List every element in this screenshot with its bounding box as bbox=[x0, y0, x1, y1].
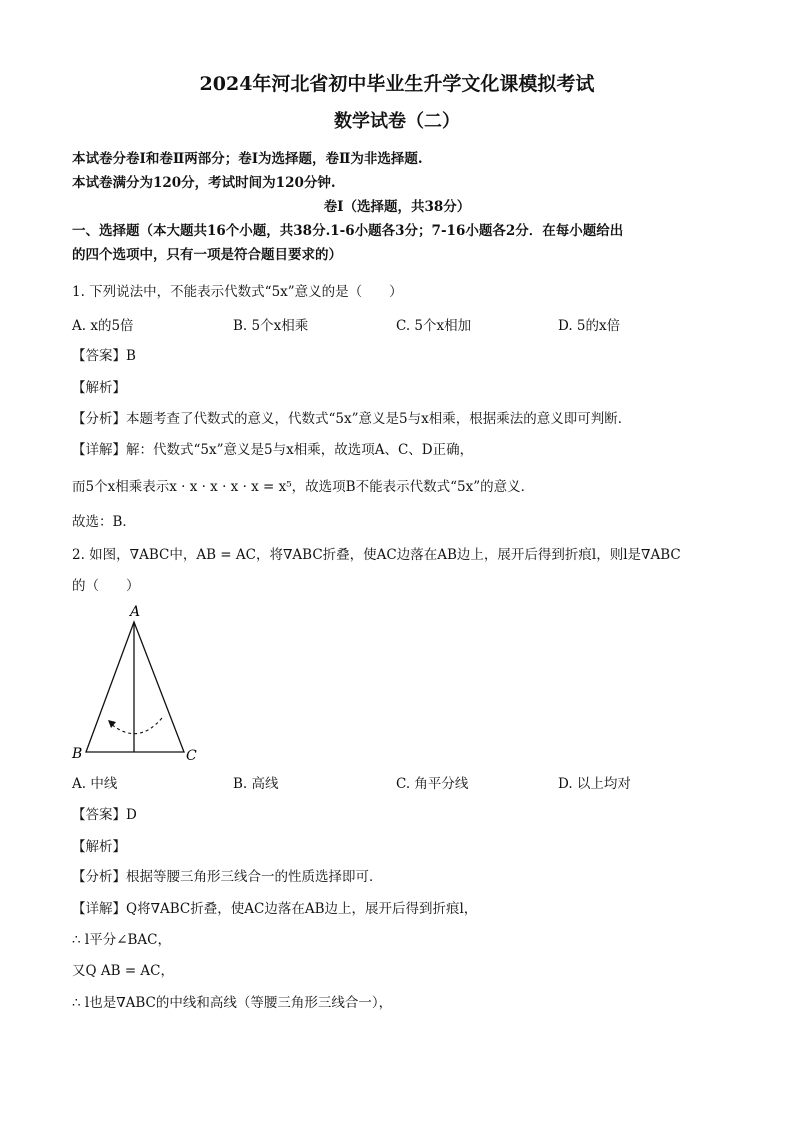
q1-analysis-label: 【解析】 bbox=[72, 380, 126, 396]
triangle-abc bbox=[86, 622, 184, 752]
q2-option-c: C. 角平分线 bbox=[396, 776, 469, 792]
q1-stem: 1. 下列说法中，不能表示代数式“5x”意义的是（ ） bbox=[72, 284, 403, 300]
q1-detail-1: 【详解】解：代数式“5x”意义是5与x相乘，故选项A、C、D正确， bbox=[72, 442, 474, 458]
triangle-diagram bbox=[66, 600, 216, 770]
q2-option-a: A. 中线 bbox=[72, 776, 118, 792]
q2-detail-1: 【详解】Q将∇ABC折叠，使AC边落在AB边上，展开后得到折痕l， bbox=[72, 901, 478, 917]
q1-option-c: C. 5个x相加 bbox=[396, 318, 472, 334]
q2-stem-b: 的（ ） bbox=[72, 578, 140, 594]
part1-instructions-b: 的四个选项中，只有一项是符合题目要求的） bbox=[72, 247, 342, 263]
q2-option-b: B. 高线 bbox=[233, 776, 279, 792]
fold-arrow-arc bbox=[111, 718, 162, 734]
q1-conclusion: 故选：B． bbox=[72, 514, 136, 530]
intro-line-1: 本试卷分卷Ⅰ和卷Ⅱ两部分；卷Ⅰ为选择题，卷Ⅱ为非选择题. bbox=[72, 151, 423, 167]
page-title: 2024年河北省初中毕业生升学文化课模拟考试 bbox=[199, 73, 595, 95]
q2-detail-3: 又Q AB = AC， bbox=[72, 963, 175, 979]
q2-detail-2: ∴ l平分∠BAC， bbox=[72, 932, 172, 948]
q2-fenxi: 【分析】根据等腰三角形三线合一的性质选择即可． bbox=[72, 869, 383, 885]
q2-detail-4: ∴ l也是∇ABC的中线和高线（等腰三角形三线合一）， bbox=[72, 995, 393, 1011]
intro-line-2: 本试卷满分为120分，考试时间为120分钟. bbox=[72, 175, 336, 191]
q2-answer: 【答案】D bbox=[72, 807, 137, 823]
part1-instructions-a: 一、选择题（本大题共16个小题，共38分.1-6小题各3分；7-16小题各2分．在每小题给出 bbox=[72, 223, 624, 239]
page-subtitle: 数学试卷（二） bbox=[334, 111, 460, 132]
q1-detail-2: 而5个x相乘表示x · x · x · x · x = x⁵，故选项B不能表示代数式“5x”的意义． bbox=[72, 479, 535, 495]
vertex-label-c: C bbox=[186, 748, 197, 764]
q1-option-a: A. x的5倍 bbox=[72, 318, 134, 334]
q1-option-d: D. 5的x倍 bbox=[558, 318, 621, 334]
q1-answer: 【答案】B bbox=[72, 348, 136, 364]
q2-option-d: D. 以上均对 bbox=[558, 776, 631, 792]
triangle-figure bbox=[66, 600, 216, 770]
fold-arrow-head bbox=[108, 720, 116, 728]
q1-fenxi: 【分析】本题考查了代数式的意义，代数式“5x”意义是5与x相乘，根据乘法的意义即可判断． bbox=[72, 411, 632, 427]
q2-stem-a: 2. 如图，∇ABC中，AB = AC，将∇ABC折叠，使AC边落在AB边上，展开后得到折痕l，则l是∇ABC bbox=[72, 547, 681, 563]
vertex-label-b: B bbox=[72, 746, 83, 762]
vertex-label-a: A bbox=[130, 604, 141, 620]
q2-analysis-label: 【解析】 bbox=[72, 839, 126, 855]
q1-option-b: B. 5个x相乘 bbox=[233, 318, 309, 334]
section-heading: 卷Ⅰ（选择题，共38分） bbox=[323, 199, 471, 215]
